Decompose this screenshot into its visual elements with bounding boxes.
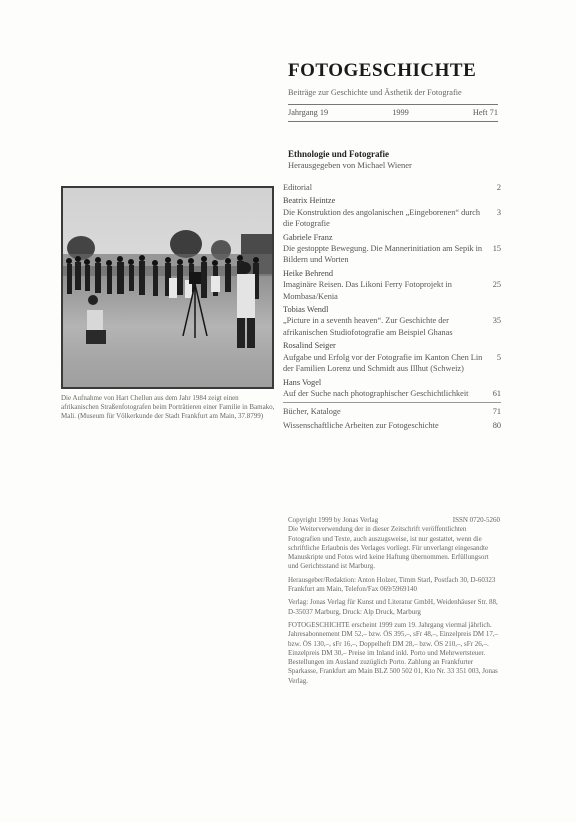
toc-title-row: [283, 279, 501, 302]
publisher-info: Herausgeber/Redaktion: Anton Holzer, Timm Starl, Postfach 30, D-60323 Frankfurt am Main, Telefon/Fax 069/5969140: [288, 575, 496, 594]
toc-title: Imaginäre Reisen. Das Likoni Ferry Fotoprojekt in Mombasa/Kenia: [283, 280, 452, 301]
toc-page-number: 35: [492, 316, 501, 326]
toc-entry: [283, 304, 501, 338]
toc-title: „Picture in a seventh heaven“. Zur Geschichte der afrikanischen Studiofotografie am Beispiel Ghanas: [283, 316, 453, 337]
toc-author: Beatrix Heintze: [283, 196, 336, 206]
toc-author: Tobias Wendl: [283, 305, 329, 315]
photo-caption: Die Aufnahme von Hart Chellun aus dem Jahr 1984 zeigt einen afrikanischen Straßenfotografen beim Porträtieren einer Familie in Bamako, Mali. (Museum für Völkerkunde der Stadt Frankfurt am Main, 37.8799): [61, 394, 275, 421]
subscription-info: FOTOGESCHICHTE erscheint 1999 zum 19. Jahrgang viermal jährlich. Jahresabonnement DM 52,– bzw. ÖS 395,–, sFr 48,–, Einzelpreis DM 17,– bzw. ÖS 130,–, sFr 16,–, Doppelheft DM 28,– bzw. ÖS 210,–, sFr 26,–. Einzelpreis DM 30,– Preise im Inland inkl. Porto und Mehrwertsteuer. Bestellungen im Ausland zuzüglich Porto. Zahlung an Frankfurter Sparkasse, Frankfurt am Main BLZ 500 502 01, Kto Nr. 33 351 003, Jonas Verlag.: [288, 620, 499, 685]
toc-title-row: [283, 243, 501, 266]
toc-page-number: 71: [492, 407, 501, 417]
volume-label: Jahrgang 19: [288, 108, 329, 117]
toc-author: Gabriele Franz: [283, 232, 333, 242]
toc-title: Aufgabe und Erfolg vor der Fotografie im Kanton Chen Lin der Familien Lorenz und Schmidt aus Illhut (Schweiz): [283, 352, 483, 374]
toc-title-row: [283, 406, 501, 417]
toc-separator: [283, 402, 501, 403]
masthead-rule-top: [288, 104, 498, 105]
toc-entry: [283, 340, 501, 374]
imprint: [288, 516, 500, 690]
toc-entry: [283, 232, 501, 266]
rights-notice: Die Weiterverwendung der in dieser Zeitschrift veröffentlichten Fotografien und Texte, auch auszugsweise, ist nur gestattet, wenn die schriftliche Erlaubnis des Verlages vorliegt. Für unverlangt eingesandte Manuskripte und Fotos wird keine Haftung übernommen. Erfüllungsort und Gerichtsstand ist Marburg.: [288, 525, 489, 571]
issn: ISSN 0720-5260: [452, 516, 500, 524]
toc-page-number: 25: [492, 280, 501, 290]
masthead-subtitle: Beiträge zur Geschichte und Ästhetik der Fotografie: [288, 88, 462, 97]
toc-title-row: [283, 182, 501, 193]
toc-title-row: [283, 420, 501, 431]
toc-author: Heike Behrend: [283, 268, 333, 278]
toc-entry: [283, 377, 501, 400]
copyright: Copyright 1999 by Jonas Verlag: [288, 516, 379, 524]
toc-page-number: 5: [496, 352, 501, 362]
toc-page-number: 2: [496, 183, 501, 192]
toc-entry: [283, 182, 501, 193]
toc-entry: [283, 420, 501, 431]
toc-title-row: [283, 388, 501, 399]
issue-line: [288, 108, 498, 117]
toc-page-number: 61: [492, 388, 501, 398]
cover-photo: [61, 186, 274, 389]
toc-entry: [283, 268, 501, 302]
toc-page-number: 15: [492, 244, 501, 254]
masthead-title: FOTOGESCHICHTE: [288, 60, 477, 81]
table-of-contents: [283, 182, 501, 433]
toc-title: Bücher, Kataloge: [283, 407, 341, 417]
toc-entry: [283, 195, 501, 229]
toc-page-number: 3: [496, 207, 501, 217]
toc-author: Hans Vogel: [283, 377, 322, 387]
toc-title-row: [283, 207, 501, 230]
theme-editors: Herausgegeben von Michael Wiener: [288, 160, 412, 170]
toc-title: Auf der Suche nach photographischer Geschichtlichkeit: [283, 388, 469, 398]
toc-title: Wissenschaftliche Arbeiten zur Fotogeschichte: [283, 420, 439, 430]
toc-title: Editorial: [283, 183, 313, 192]
year-label: 1999: [392, 108, 409, 117]
verlag-info: Verlag: Jonas Verlag für Kunst und Literatur GmbH, Weidenhäuser Str. 88, D-35037 Marburg, Druck: Alp Druck, Marburg: [288, 598, 498, 616]
toc-title-row: [283, 352, 501, 375]
toc-author: Rosalind Seiger: [283, 341, 336, 351]
toc-title: Die Konstruktion des angolanischen „Eingeborenen“ durch die Fotografie: [283, 207, 480, 229]
toc-entry: [283, 406, 501, 417]
toc-title-row: [283, 315, 501, 338]
toc-page-number: 80: [492, 420, 501, 430]
copyright-row: [288, 516, 500, 525]
issue-label: Heft 71: [472, 108, 498, 117]
masthead-rule-bottom: [288, 121, 498, 122]
theme-title: Ethnologie und Fotografie: [288, 149, 390, 159]
toc-title: Die gestoppte Bewegung. Die Mannerinitiation am Sepik in Bildern und Worten: [283, 244, 483, 265]
